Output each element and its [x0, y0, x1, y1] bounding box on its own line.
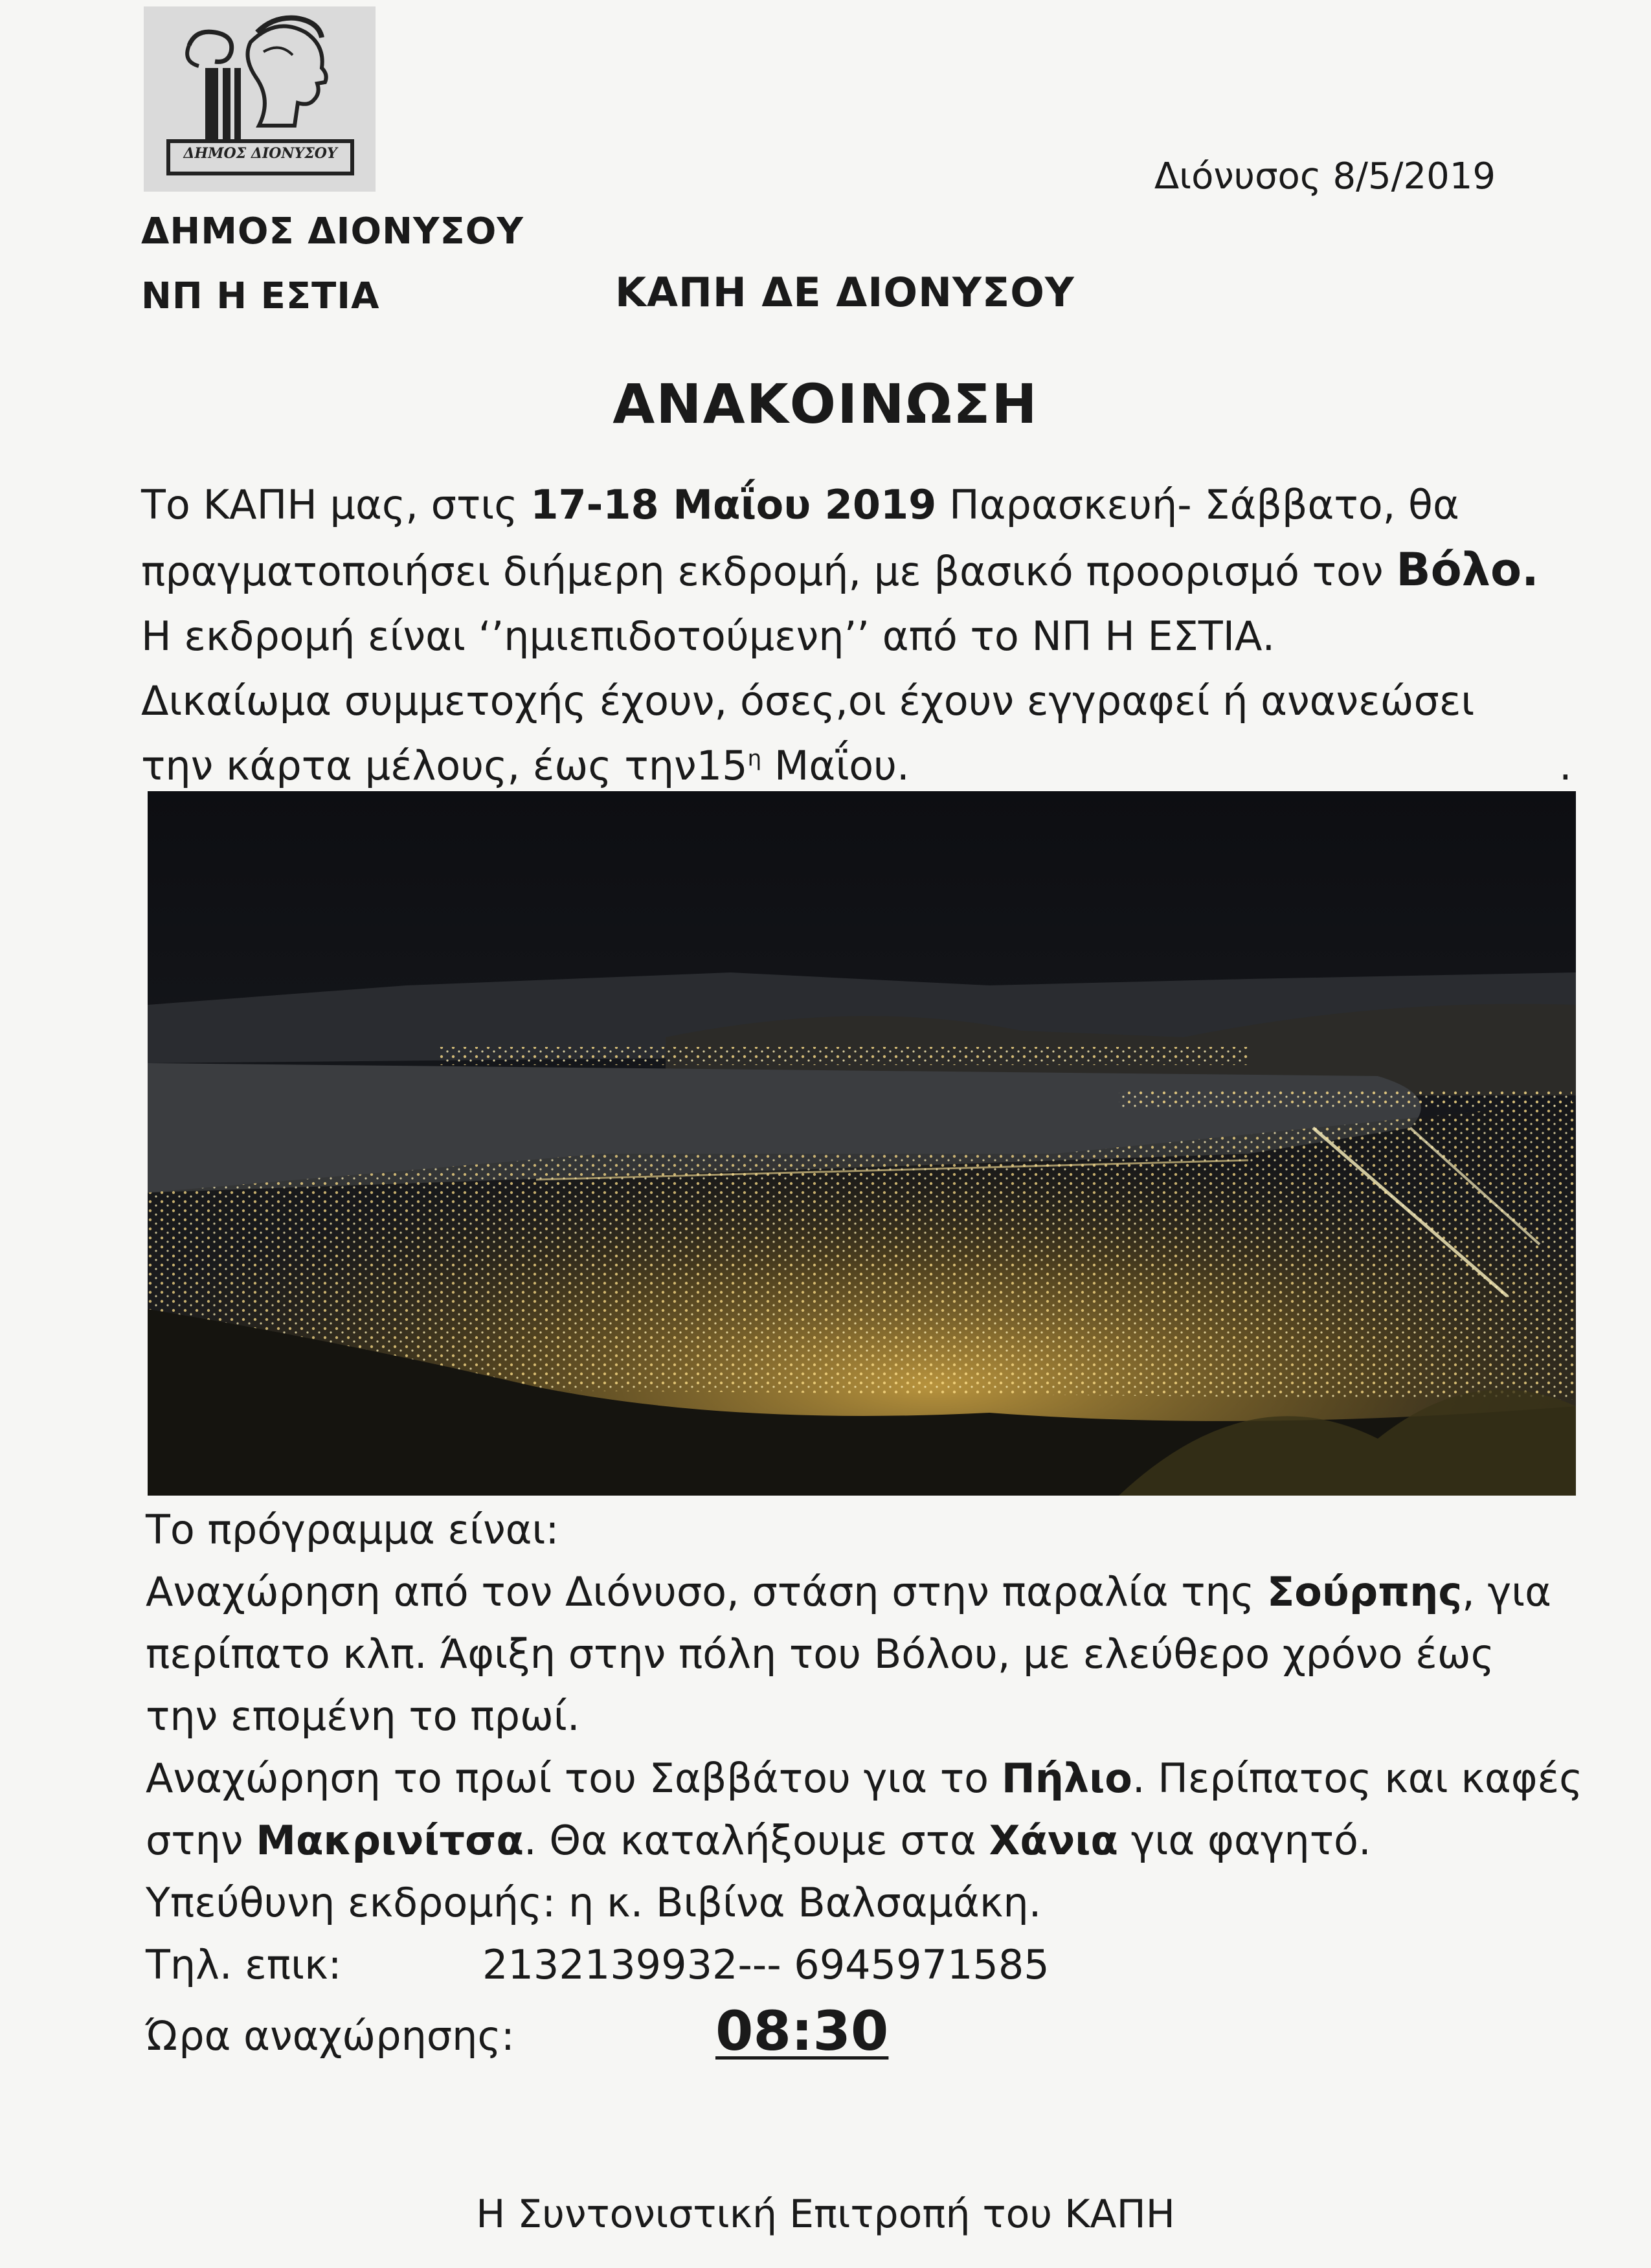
- departure-time-row: [146, 2000, 1635, 2067]
- place-name: Σούρπης: [1266, 1568, 1463, 1615]
- intro-text: Μαΐου.: [761, 742, 910, 789]
- place-name: Μακρινίτσα: [256, 1817, 524, 1864]
- intro-line-1: [141, 473, 1598, 537]
- program-text: Αναχώρηση το πρωί του Σαββάτου για το: [146, 1755, 1002, 1802]
- intro-text: την κάρτα μέλους, έως την15: [141, 742, 748, 789]
- phone-numbers: 2132139932--- 6945971585: [482, 1941, 1050, 1988]
- logo-graphic: [144, 6, 376, 192]
- trip-dates: 17-18 Μαΐου 2019: [530, 481, 937, 528]
- program-section: [146, 1499, 1635, 2067]
- departure-time: 08:30: [715, 1999, 889, 2063]
- departure-time-label: Ώρα αναχώρησης:: [146, 2012, 515, 2060]
- phone-row: [146, 1934, 1635, 1996]
- intro-line-5: [141, 734, 1598, 798]
- program-text: . Θα καταλήξουμε στα: [523, 1817, 989, 1864]
- page-title: ΑΝΑΚΟΙΝΩΣΗ: [612, 372, 1039, 436]
- municipality-logo: [144, 6, 376, 192]
- intro-line-4: Δικαίωμα συμμετοχής έχουν, όσες,οι έχουν εγγραφεί ή ανανεώσει: [141, 677, 1475, 724]
- program-heading: Το πρόγραμμα είναι:: [146, 1506, 559, 1553]
- program-text: στην: [146, 1817, 256, 1864]
- intro-text: Παρασκευή- Σάββατο, θα: [936, 481, 1459, 528]
- intro-text: Το ΚΑΠΗ μας, στις: [141, 481, 531, 528]
- photo-graphic: [148, 791, 1576, 1496]
- entity-name: ΝΠ Η ΕΣΤΙΑ: [141, 275, 380, 317]
- volos-night-photo: [148, 791, 1576, 1496]
- intro-line-2: [141, 537, 1598, 604]
- document-date: Διόνυσος 8/5/2019: [1154, 155, 1496, 197]
- program-text: για φαγητό.: [1118, 1817, 1371, 1864]
- intro-line-3: Η εκδρομή είναι ‘’ημιεπιδοτούμενη’’ από το ΝΠ Η ΕΣΤΙΑ.: [141, 612, 1275, 660]
- intro-paragraph: [141, 473, 1598, 798]
- trip-leader: Υπεύθυνη εκδρομής: η κ. Βιβίνα Βαλσαμάκη.: [146, 1879, 1042, 1926]
- program-text: Αναχώρηση από τον Διόνυσο, στάση στην παραλία της: [146, 1568, 1267, 1615]
- phone-label: Τηλ. επικ:: [146, 1941, 342, 1988]
- destination: Βόλο.: [1396, 543, 1539, 596]
- center-name: ΚΑΠΗ ΔΕ ΔΙΟΝΥΣΟΥ: [615, 269, 1075, 316]
- program-line-4: [146, 1747, 1635, 1810]
- municipality-name: ΔΗΜΟΣ ΔΙΟΝΥΣΟΥ: [141, 210, 524, 253]
- program-line-1: [146, 1561, 1635, 1623]
- place-name: Χάνια: [989, 1817, 1119, 1864]
- program-line-3: την επομένη το πρωί.: [146, 1692, 580, 1740]
- ordinal-suffix: η: [747, 745, 762, 772]
- program-line-2: περίπατο κλπ. Άφιξη στην πόλη του Βόλου, με ελεύθερο χρόνο έως: [146, 1630, 1495, 1678]
- program-text: , για: [1462, 1568, 1552, 1615]
- program-line-5: [146, 1810, 1635, 1872]
- place-name: Πήλιο: [1001, 1755, 1132, 1802]
- program-text: . Περίπατος και καφές: [1132, 1755, 1583, 1802]
- intro-text: πραγματοποιήσει διήμερη εκδρομή, με βασικό προορισμό τον: [141, 548, 1397, 595]
- logo-caption: ΔΗΜΟΣ ΔΙΟΝΥΣΟΥ: [183, 145, 337, 162]
- stray-dot: .: [1559, 742, 1572, 789]
- footer-signature: Η Συντονιστική Επιτροπή του ΚΑΠΗ: [476, 2192, 1175, 2237]
